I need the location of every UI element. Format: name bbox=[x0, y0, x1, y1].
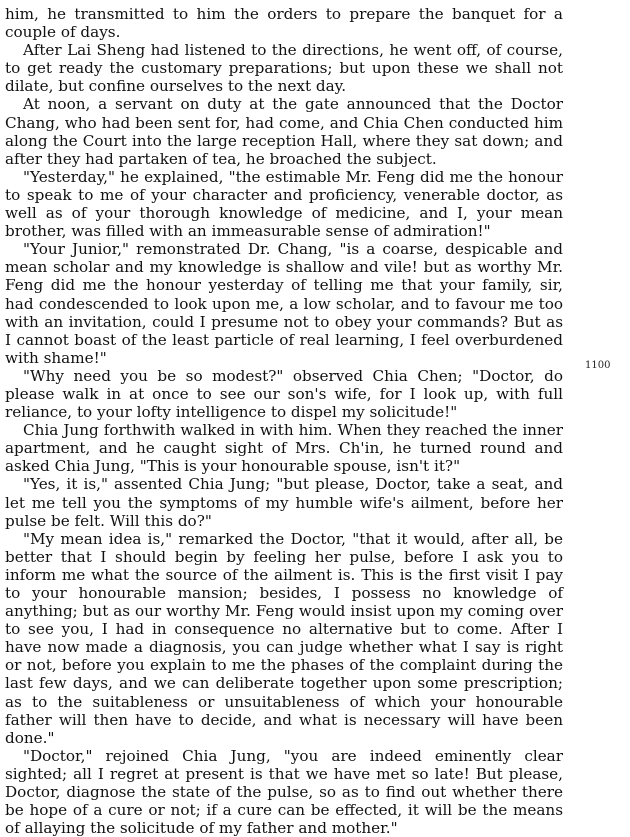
paragraph-8: "Yes, it is," assented Chia Jung; "but please, Doctor, take a seat, and let me tell you the symptoms of my humble wife's ailment, before her pulse be felt. Will this do?" bbox=[5, 475, 563, 530]
paragraph-1: him, he transmitted to him the orders to prepare the banquet for a couple of days. bbox=[5, 5, 563, 42]
page-body bbox=[5, 5, 563, 837]
paragraph-6: "Why need you be so modest?" observed Chia Chen; "Doctor, do please walk in at once to see our son's wife, for I look up, with full reliance, to your lofty intelligence to dispel my solicitude!" bbox=[5, 366, 563, 422]
paragraph-7: Chia Jung forthwith walked in with him. When they reached the inner apartment, and he caught sight of Mrs. Ch'in, he turned round and asked Chia Jung, "This is your honourable spouse, isn't it?" bbox=[5, 421, 563, 476]
paragraph-9: "My mean idea is," remarked the Doctor, "that it would, after all, be better that I should begin by feeling her pulse, before I ask you to inform me what the source of the ailment is. This is the first visit I pay to your honourable mansion; besides, I possess no knowledge of anything; but as our worthy Mr. Feng would insist upon my coming over to see you, I had in consequence no alternative but to come. After I have now made a diagnosis, you can judge whether what I say is right or not, before you explain to me the phases of the complaint during the last few days, and we can deliberate together upon some prescription; as to the suitableness or unsuitableness of which your honourable father will then have to decide, and what is necessary will have been done." bbox=[5, 529, 563, 747]
paragraph-4: "Yesterday," he explained, "the estimable Mr. Feng did me the honour to speak to me of your character and proficiency, venerable doctor, as well as of your thorough knowledge of medicine, and I, your mean brother, was filled with an immeasurable sense of admiration!" bbox=[5, 167, 563, 241]
paragraph-10: "Doctor," rejoined Chia Jung, "you are indeed eminently clear sighted; all I regret at present is that we have met so late! But please, Doctor, diagnose the state of the pulse, so as to find out whether there be hope of a cure or not; if a cure can be effected, it will be the means of allaying the solicitude of my father and mother." bbox=[5, 746, 563, 837]
paragraph-2: After Lai Sheng had listened to the directions, he went off, of course, to get ready the customary preparations; but upon these we shall not dilate, but confine ourselves to the next day. bbox=[5, 41, 563, 96]
paragraph-3: At noon, a servant on duty at the gate announced that the Doctor Chang, who had been sent for, had come, and Chia Chen conducted him along the Court into the large reception Hall, where they sat down; and after they had partaken of tea, he broached the subject. bbox=[5, 95, 563, 168]
paragraph-5: "Your Junior," remonstrated Dr. Chang, "is a coarse, despicable and mean scholar and my knowledge is shallow and vile! but as worthy Mr. Feng did me the honour yesterday of telling me that your family, sir, had condescended to look upon me, a low scholar, and to favour me too with an invitation, could I presume not to obey your commands? But as I cannot boast of the least particle of real learning, I feel overburdened with shame!" bbox=[5, 240, 563, 367]
page-number: 1100 bbox=[585, 360, 611, 371]
